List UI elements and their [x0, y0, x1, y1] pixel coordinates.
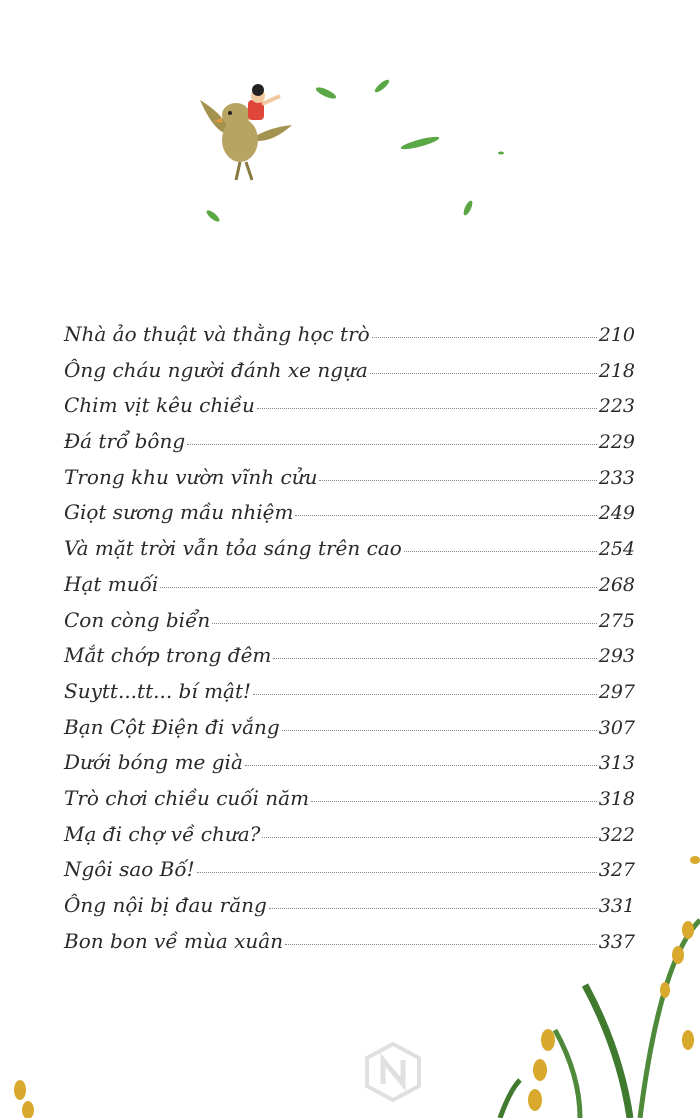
toc-entry-title: Ông cháu người đánh xe ngựa	[64, 357, 368, 382]
dot-leader	[282, 730, 597, 731]
toc-entry-page: 331	[598, 895, 635, 917]
toc-entry[interactable]	[64, 750, 635, 786]
toc-entry-title: Hạt muối	[64, 571, 159, 596]
toc-entry-title: Trong khu vườn vĩnh cửu	[64, 464, 318, 489]
toc-entry[interactable]	[64, 786, 635, 822]
dot-leader	[295, 515, 596, 516]
toc-entry[interactable]	[64, 429, 635, 465]
toc-entry-page: 275	[598, 609, 635, 632]
toc-entry-title: Nhà ảo thuật và thằng học trò	[64, 322, 370, 346]
toc-entry-page: 293	[598, 645, 635, 668]
toc-entry-title: Mạ đi chợ về chưa?	[64, 821, 261, 846]
toc-entry-page: 322	[598, 823, 635, 846]
dot-leader	[404, 551, 597, 552]
toc-entry[interactable]	[64, 929, 635, 965]
toc-entry-title: Trò chơi chiều cuối năm	[64, 785, 310, 810]
dot-leader	[370, 373, 597, 374]
toc-entry[interactable]	[64, 822, 635, 858]
toc-entry[interactable]	[64, 893, 635, 929]
toc-entry-page: 210	[598, 324, 635, 346]
toc-entry-page: 307	[598, 716, 635, 739]
toc-entry-title: Đá trổ bông	[64, 429, 186, 454]
dot-leader	[319, 480, 596, 481]
toc-entry-title: Giọt sương mầu nhiệm	[64, 500, 294, 525]
dot-leader	[262, 837, 596, 838]
toc-entry[interactable]	[64, 572, 635, 608]
dot-leader	[187, 444, 597, 445]
toc-entry-page: 218	[598, 359, 635, 382]
toc-entry-page: 229	[598, 431, 635, 454]
toc-entry[interactable]	[64, 393, 635, 429]
dot-leader	[269, 908, 597, 909]
toc-entry[interactable]	[64, 536, 635, 572]
toc-entry[interactable]	[64, 465, 635, 501]
toc-entry-title: Ông nội bị đau răng	[64, 893, 267, 917]
toc-entry-page: 313	[598, 752, 635, 775]
toc-entry-title: Con còng biển	[64, 607, 211, 632]
toc-entry[interactable]	[64, 857, 635, 893]
dot-leader	[285, 944, 597, 945]
bird-with-child-icon	[200, 84, 292, 180]
toc-entry-title: Và mặt trời vẫn tỏa sáng trên cao	[64, 536, 402, 561]
toc-entry-page: 318	[598, 787, 635, 810]
table-of-contents	[64, 322, 635, 964]
dot-leader	[245, 765, 597, 766]
dot-leader	[212, 623, 596, 624]
toc-entry-page: 254	[598, 538, 635, 561]
netabooks-logo-icon	[365, 1042, 421, 1102]
dot-leader	[273, 658, 596, 659]
toc-entry[interactable]	[64, 679, 635, 715]
toc-entry[interactable]	[64, 358, 635, 394]
toc-entry-title: Dưới bóng me già	[64, 750, 243, 775]
toc-entry-title: Suytt...tt... bí mật!	[64, 678, 252, 703]
toc-entry-page: 233	[598, 466, 635, 489]
toc-entry-title: Mắt chớp trong đêm	[64, 643, 272, 668]
dot-leader	[257, 408, 597, 409]
netabooks-watermark	[365, 1042, 421, 1102]
toc-entry-title: Ngôi sao Bố!	[64, 857, 195, 882]
toc-entry-page: 297	[598, 680, 635, 703]
toc-entry[interactable]	[64, 643, 635, 679]
dot-leader	[311, 801, 597, 802]
toc-entry[interactable]	[64, 500, 635, 536]
dot-leader	[197, 872, 597, 873]
toc-entry-page: 337	[598, 930, 635, 953]
toc-entry-page: 327	[598, 859, 635, 882]
toc-entry-page: 268	[598, 573, 635, 596]
dot-leader	[372, 337, 597, 338]
toc-entry[interactable]	[64, 322, 635, 358]
toc-entry-page: 249	[598, 502, 635, 525]
toc-entry-title: Bạn Cột Điện đi vắng	[64, 714, 280, 739]
dot-leader	[253, 694, 597, 695]
dot-leader	[160, 587, 596, 588]
toc-entry[interactable]	[64, 715, 635, 751]
toc-entry[interactable]	[64, 608, 635, 644]
toc-entry-page: 223	[598, 395, 635, 418]
toc-entry-title: Chim vịt kêu chiều	[64, 393, 255, 418]
toc-entry-title: Bon bon về mùa xuân	[64, 928, 284, 953]
